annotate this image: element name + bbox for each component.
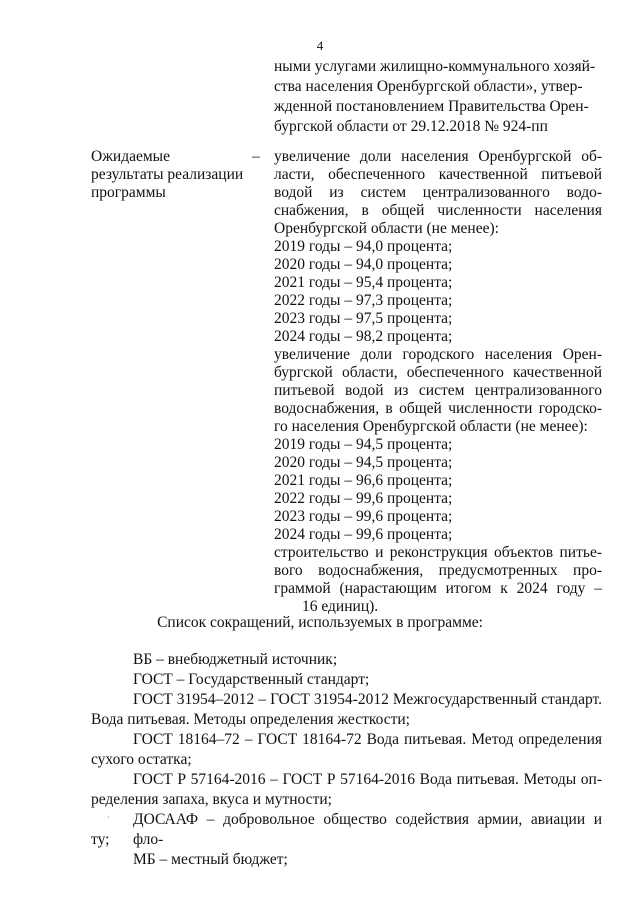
result-line: увеличение доли населения Оренбургской об- [274, 148, 602, 165]
result-line: 2023 годы – 99,6 процента; [274, 508, 453, 525]
result-line: 2024 годы – 98,2 процента; [274, 328, 453, 345]
result-line: 2021 годы – 96,6 процента; [274, 472, 453, 489]
result-line: 2022 годы – 97,3 процента; [274, 292, 453, 309]
intro-line: ства населения Оренбургской области», утвер- [274, 78, 583, 95]
abbreviation-line: Вода питьевая. Методы определения жесткости; [91, 711, 410, 728]
expected-results-label [91, 148, 243, 202]
abbreviation-line: ГОСТ 31954–2012 – ГОСТ 31954-2012 Межгосударственный стандарт. [133, 691, 602, 708]
result-line: 2020 годы – 94,5 процента; [274, 454, 453, 471]
result-line: водоснабжения, в общей численности городско- [274, 400, 602, 417]
abbreviation-line: МБ – местный бюджет; [133, 851, 288, 868]
abbreviation-line: ГОСТ 18164–72 – ГОСТ 18164-72 Вода питьевая. Метод определения [133, 731, 602, 748]
label-line: программы [91, 184, 166, 201]
result-line: увеличение доли городского населения Орен- [274, 346, 602, 363]
result-line: строительство и реконструкция объектов питье- [274, 544, 602, 561]
abbreviation-line: ределения запаха, вкуса и мутности; [91, 791, 332, 808]
page-number: 4 [316, 38, 324, 53]
result-line: ласти, обеспеченного качественной питьевой [274, 166, 602, 183]
result-line: водой из систем централизованного водо- [274, 184, 602, 201]
intro-line: бургской области от 29.12.2018 № 924-пп [274, 118, 548, 135]
result-line: вого водоснабжения, предусмотренных про- [274, 562, 602, 579]
result-line: 2024 годы – 99,6 процента; [274, 526, 453, 543]
abbreviation-line: ту; [91, 831, 110, 848]
abbreviation-line: сухого остатка; [91, 751, 192, 768]
result-line: Оренбургской области (не менее): [274, 220, 499, 237]
intro-line: жденной постановлением Правительства Орен- [274, 98, 589, 115]
label-line: результаты реализации [91, 166, 244, 183]
abbreviations-heading: Список сокращений, используемых в программе: [157, 614, 483, 631]
result-line: граммой (нарастающим итогом к 2024 году – [274, 580, 602, 597]
result-line: го населения Оренбургской области (не менее): [274, 418, 588, 435]
label-line: Ожидаемые [91, 148, 170, 165]
result-line: 2019 годы – 94,0 процента; [274, 238, 453, 255]
result-line: 2022 годы – 99,6 процента; [274, 490, 453, 507]
label-dash: – [252, 148, 260, 165]
result-line: бургской области, обеспеченного качественной [274, 364, 602, 381]
result-line: 2020 годы – 94,0 процента; [274, 256, 453, 273]
intro-line: ными услугами жилищно-коммунального хозяй- [274, 58, 596, 75]
result-line: 16 единиц). [302, 598, 379, 615]
abbreviation-line: ВБ – внебюджетный источник; [133, 651, 338, 668]
result-line: снабжения, в общей численности населения [274, 202, 602, 219]
abbreviation-line: ДОСААФ – добровольное общество содействия армии, авиации и фло- [133, 811, 602, 848]
result-line: 2021 годы – 95,4 процента; [274, 274, 453, 291]
abbreviation-line: ГОСТ – Государственный стандарт; [133, 671, 370, 688]
stray-mark: · [107, 812, 110, 822]
result-line: питьевой водой из систем централизованного [274, 382, 602, 399]
result-line: 2019 годы – 94,5 процента; [274, 436, 453, 453]
result-line: 2023 годы – 97,5 процента; [274, 310, 453, 327]
abbreviation-line: ГОСТ Р 57164-2016 – ГОСТ Р 57164-2016 Вода питьевая. Методы оп- [133, 771, 602, 788]
